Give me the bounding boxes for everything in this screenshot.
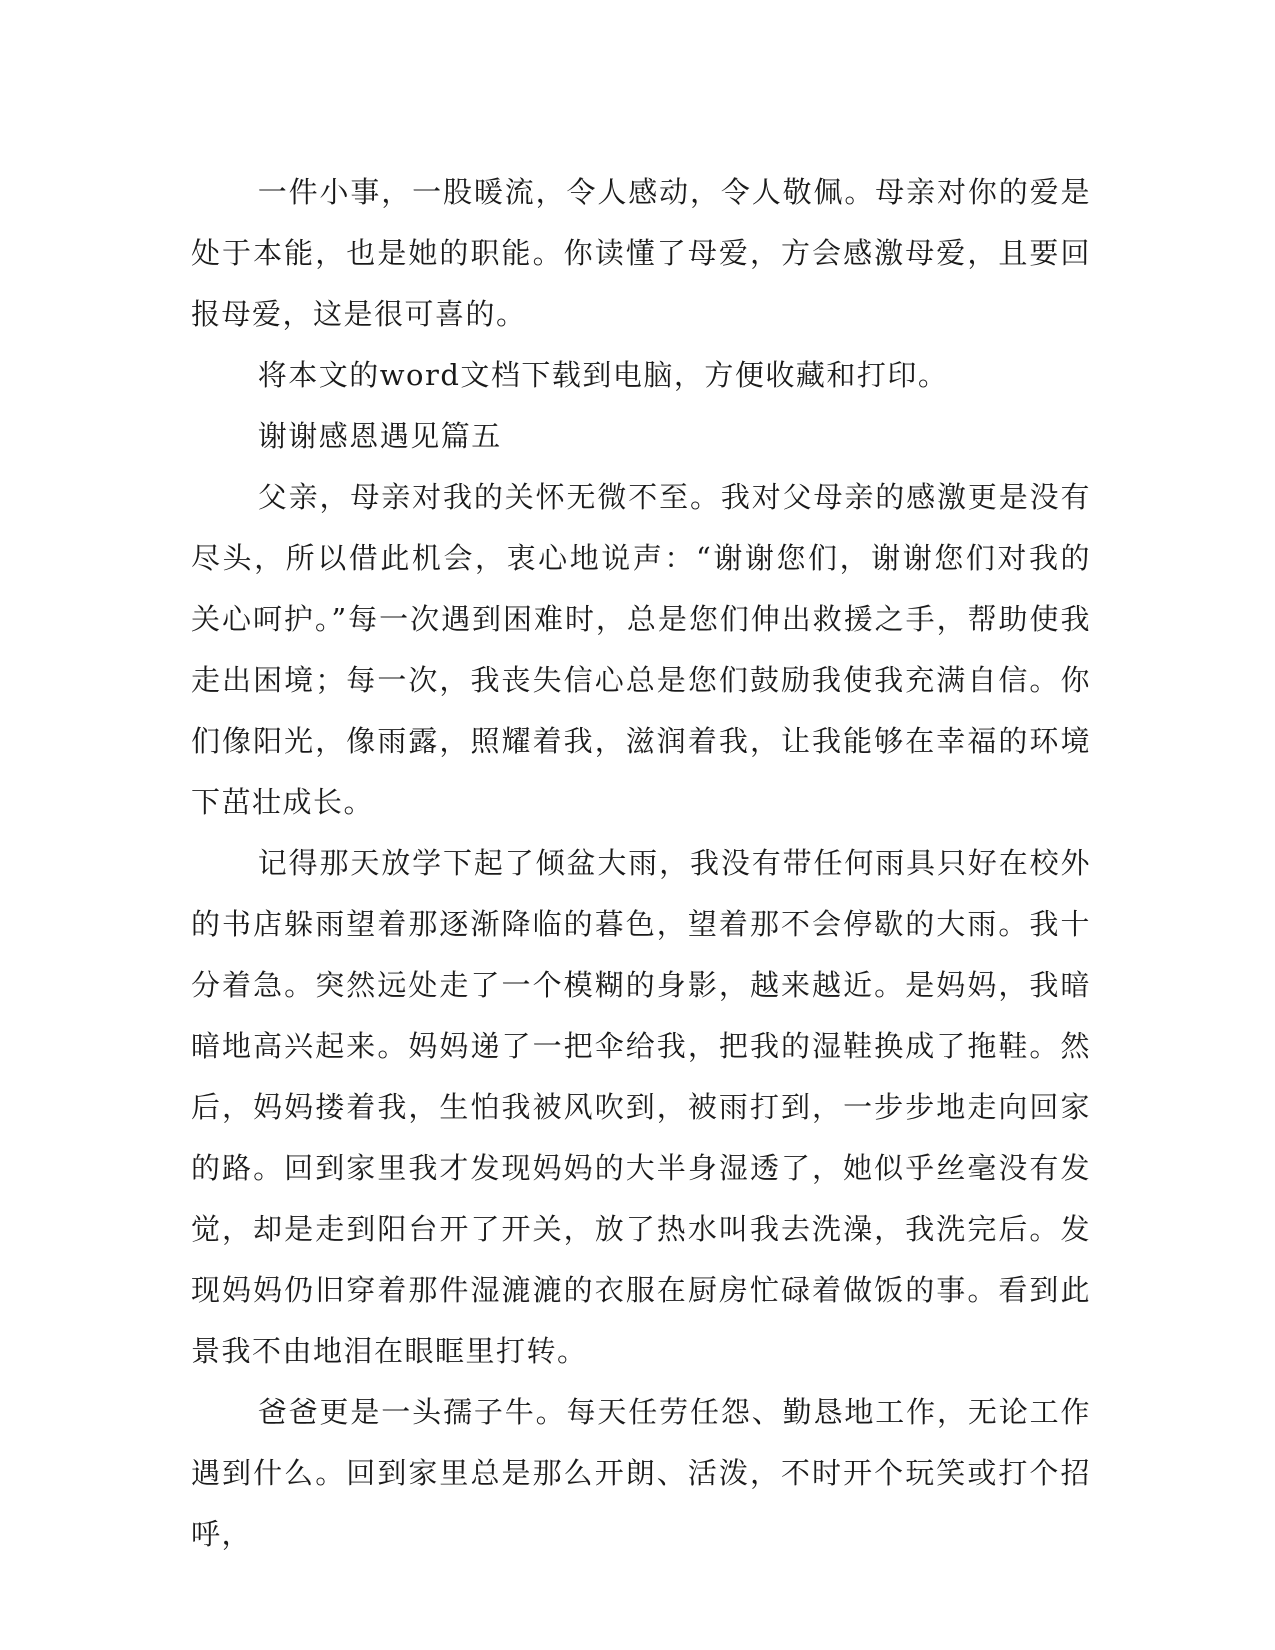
paragraph-rainy-day: 记得那天放学下起了倾盆大雨，我没有带任何雨具只好在校外的书店躲雨望着那逐渐降临的暮色，望着那不会停歇的大雨。我十分着急。突然远处走了一个模糊的身影，越来越近。是妈妈，我暗暗地高兴起来。妈妈递了一把伞给我，把我的湿鞋换成了拖鞋。然后，妈妈搂着我，生怕我被风吹到，被雨打到，一步步地走向回家的路。回到家里我才发现妈妈的大半身湿透了，她似乎丝毫没有发觉，却是走到阳台开了开关，放了热水叫我去洗澡，我洗完后。发现妈妈仍旧穿着那件湿漉漉的衣服在厨房忙碌着做饭的事。看到此景我不由地泪在眼眶里打转。 (191, 846, 1091, 1368)
paragraph-mother-love-comment: 一件小事，一股暖流，令人感动，令人敬佩。母亲对你的爱是处于本能，也是她的职能。你读懂了母爱，方会感激母爱，且要回报母爱，这是很可喜的。 (191, 175, 1091, 331)
section-heading: 谢谢感恩遇见篇五 (257, 419, 502, 453)
paragraph-parents-care: 父亲，母亲对我的关怀无微不至。我对父母亲的感激更是没有尽头，所以借此机会，衷心地说声：“谢谢您们，谢谢您们对我的关心呵护。”每一次遇到困难时，总是您们伸出救援之手，帮助使我走出困境；每一次，我丧失信心总是您们鼓励我使我充满自信。你们像阳光，像雨露，照耀着我，滋润着我，让我能够在幸福的环境下茁壮成长。 (191, 480, 1091, 819)
document-body (191, 162, 1091, 1565)
paragraph-father: 爸爸更是一头孺子牛。每天任劳任怨、勤恳地工作，无论工作遇到什么。回到家里总是那么开朗、活泼，不时开个玩笑或打个招呼， (191, 1395, 1091, 1551)
paragraph-download-note: 将本文的word文档下载到电脑，方便收藏和打印。 (257, 358, 949, 392)
